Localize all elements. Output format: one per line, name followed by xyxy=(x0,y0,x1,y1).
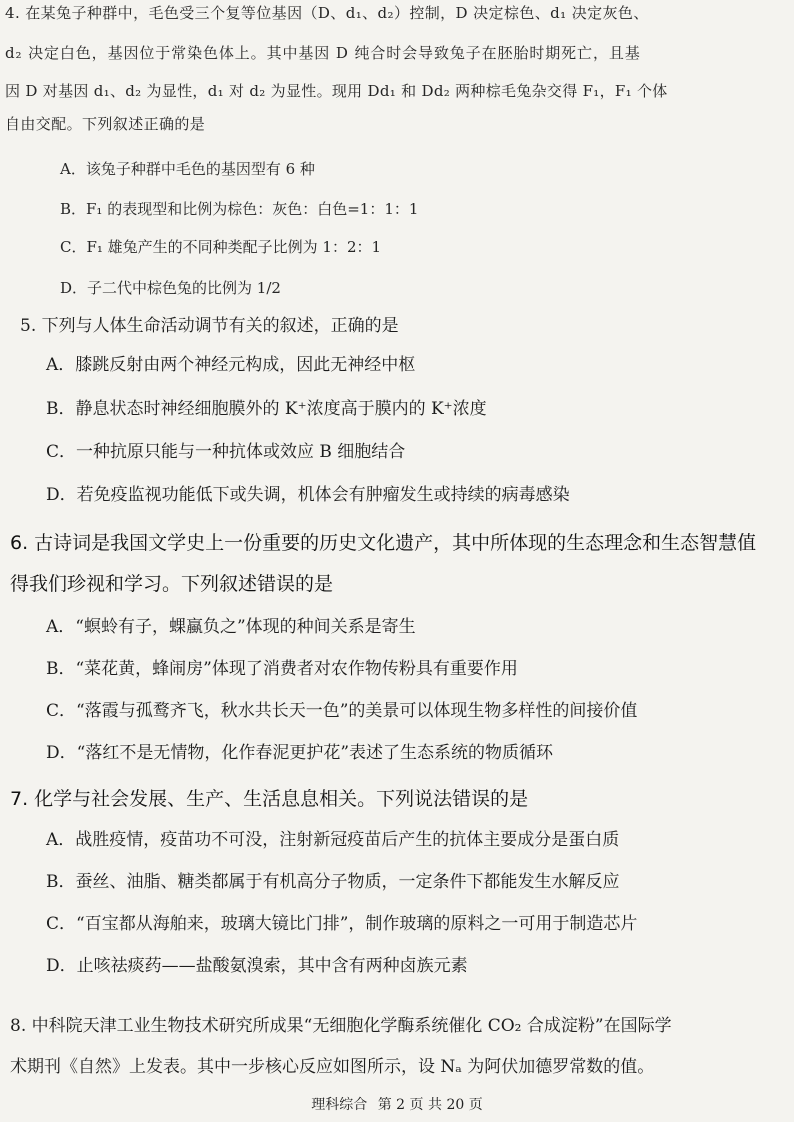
question-5-option-c: C．一种抗原只能与一种抗体或效应 B 细胞结合 xyxy=(46,442,406,462)
question-8-stem-line-1: 8. 中科院天津工业生物技术研究所成果“无细胞化学酶系统催化 CO₂ 合成淀粉”在国际学 xyxy=(10,1016,672,1036)
footer-subject: 理科综合 xyxy=(311,1097,368,1113)
question-5-option-b: B．静息状态时神经细胞膜外的 K⁺浓度高于膜内的 K⁺浓度 xyxy=(46,399,487,419)
question-4-stem-line-2: d₂ 决定白色，基因位于常染色体上。其中基因 D 纯合时会导致兔子在胚胎时期死亡，且基 xyxy=(5,44,641,62)
question-6-option-b: B．“菜花黄，蜂闹房”体现了消费者对农作物传粉具有重要作用 xyxy=(46,659,518,679)
question-6-stem-line-1: 6. 古诗词是我国文学史上一份重要的历史文化遗产，其中所体现的生态理念和生态智慧值 xyxy=(10,532,757,554)
question-8-stem-line-2: 术期刊《自然》上发表。其中一步核心反应如图所示，设 Nₐ 为阿伏加德罗常数的值。 xyxy=(10,1057,655,1077)
question-5-option-d: D．若免疫监视功能低下或失调，机体会有肿瘤发生或持续的病毒感染 xyxy=(46,485,570,505)
question-4-stem-line-4: 自由交配。下列叙述正确的是 xyxy=(5,115,206,133)
question-5-stem: 5. 下列与人体生命活动调节有关的叙述，正确的是 xyxy=(20,316,399,336)
question-6-option-d: D．“落红不是无情物，化作春泥更护花”表述了生态系统的物质循环 xyxy=(46,743,554,763)
question-7-option-b: B．蚕丝、油脂、糖类都属于有机高分子物质，一定条件下都能发生水解反应 xyxy=(46,872,620,892)
question-7-option-d: D．止咳祛痰药——盐酸氨溴索，其中含有两种卤族元素 xyxy=(46,956,468,976)
question-5-option-a: A．膝跳反射由两个神经元构成，因此无神经中枢 xyxy=(46,355,416,375)
question-4-stem-line-1: 4. 在某兔子种群中，毛色受三个复等位基因（D、d₁、d₂）控制，D 决定棕色、d₁ 决定灰色、 xyxy=(5,4,649,22)
question-7-option-c: C．“百宝都从海舶来，玻璃大镜比门排”，制作玻璃的原料之一可用于制造芯片 xyxy=(46,914,638,934)
question-4-option-a: A．该兔子种群中毛色的基因型有 6 种 xyxy=(60,160,315,178)
question-4-option-c: C．F₁ 雄兔产生的不同种类配子比例为 1：2：1 xyxy=(60,238,382,256)
question-6-option-a: A．“螟蛉有子，蜾蠃负之”体现的种间关系是寄生 xyxy=(46,617,416,637)
question-6-option-c: C．“落霞与孤鹜齐飞，秋水共长天一色”的美景可以体现生物多样性的间接价值 xyxy=(46,701,638,721)
question-7-stem: 7. 化学与社会发展、生产、生活息息相关。下列说法错误的是 xyxy=(10,788,529,810)
footer-page-number: 第 2 页 共 20 页 xyxy=(377,1097,483,1113)
page-footer xyxy=(0,1094,794,1114)
question-4-stem-line-3: 因 D 对基因 d₁、d₂ 为显性，d₁ 对 d₂ 为显性。现用 Dd₁ 和 Dd₂ 两种棕毛兔杂交得 F₁，F₁ 个体 xyxy=(5,82,668,100)
question-7-option-a: A．战胜疫情，疫苗功不可没，注射新冠疫苗后产生的抗体主要成分是蛋白质 xyxy=(46,830,620,850)
question-6-stem-line-2: 得我们珍视和学习。下列叙述错误的是 xyxy=(10,573,334,595)
question-4-option-b: B．F₁ 的表现型和比例为棕色：灰色：白色=1：1：1 xyxy=(60,200,419,218)
question-4-option-d: D．子二代中棕色兔的比例为 1/2 xyxy=(60,279,281,297)
